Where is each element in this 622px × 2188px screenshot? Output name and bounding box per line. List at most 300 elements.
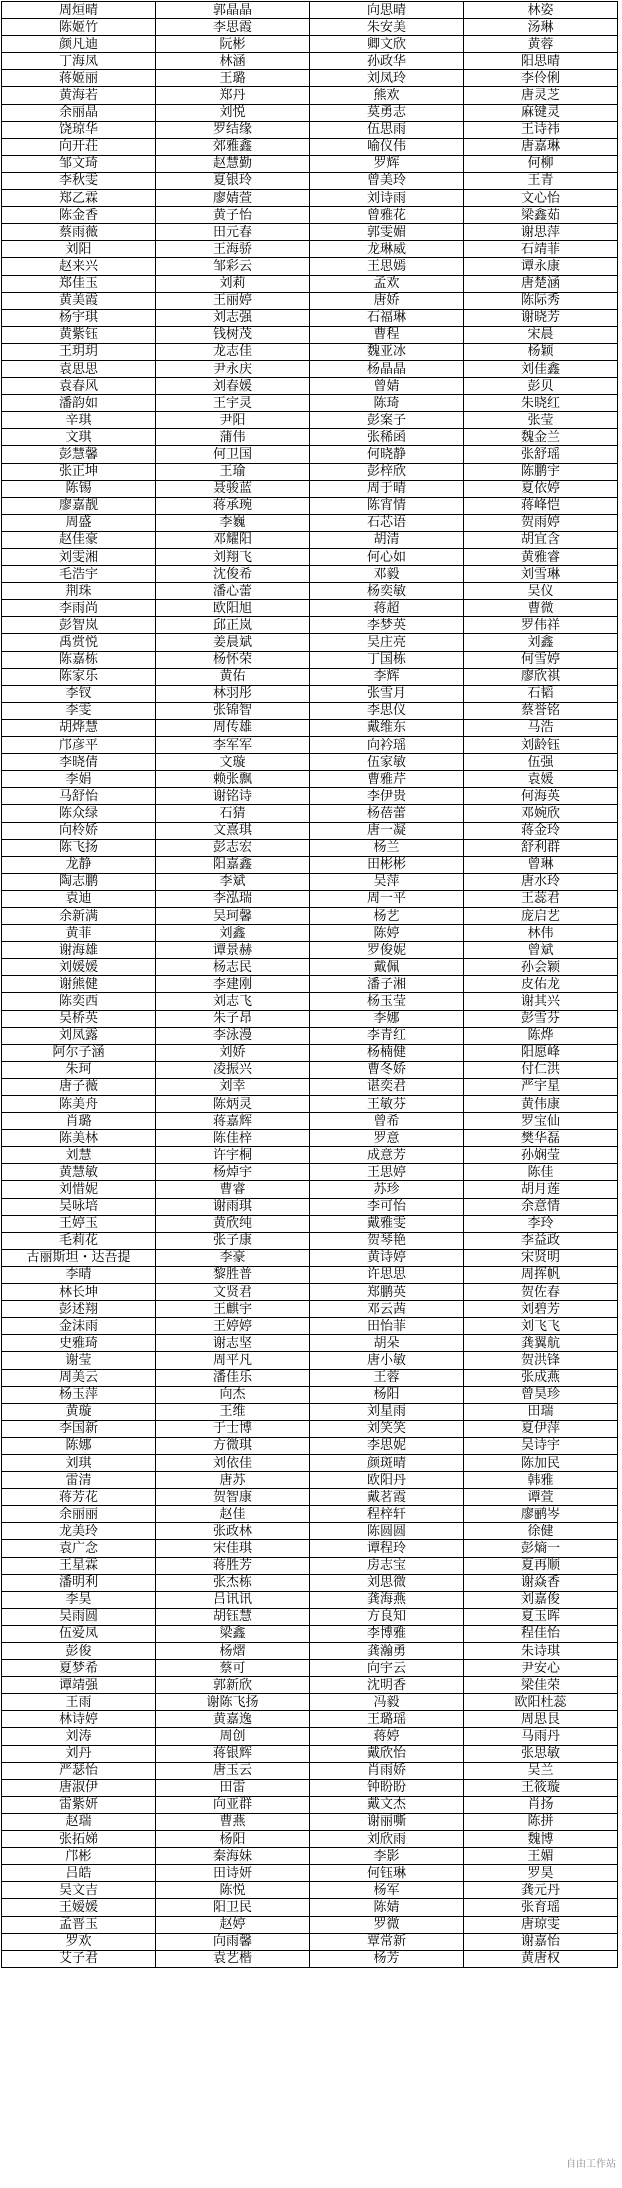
name-cell[interactable]: 宋贤明	[464, 1249, 618, 1266]
name-cell[interactable]: 阳思晴	[464, 53, 618, 70]
name-cell[interactable]: 吴兰	[464, 1762, 618, 1779]
name-cell[interactable]: 李晓倩	[2, 754, 156, 771]
name-cell[interactable]: 方微琪	[156, 1437, 310, 1454]
name-cell[interactable]: 阳愿峰	[464, 1044, 618, 1061]
name-cell[interactable]: 唐一凝	[310, 822, 464, 839]
name-cell[interactable]: 张稀函	[310, 429, 464, 446]
name-cell[interactable]: 余丽晶	[2, 104, 156, 121]
name-cell[interactable]: 陈宵情	[310, 497, 464, 514]
name-cell[interactable]: 文琪	[2, 429, 156, 446]
name-cell[interactable]: 刘悦	[156, 104, 310, 121]
name-cell[interactable]: 王星霖	[2, 1557, 156, 1574]
name-cell[interactable]: 曹冬娇	[310, 1061, 464, 1078]
name-cell[interactable]: 唐灵芝	[464, 87, 618, 104]
name-cell[interactable]: 刘飞飞	[464, 1318, 618, 1335]
name-cell[interactable]: 廖婧萱	[156, 190, 310, 207]
name-cell[interactable]: 石韬	[464, 685, 618, 702]
name-cell[interactable]: 田雷	[156, 1779, 310, 1796]
name-cell[interactable]: 唐小敏	[310, 1352, 464, 1369]
name-cell[interactable]: 吕讯讯	[156, 1591, 310, 1608]
name-cell[interactable]: 郑乙霖	[2, 190, 156, 207]
name-cell[interactable]: 伍家敏	[310, 754, 464, 771]
name-cell[interactable]: 李斌	[156, 873, 310, 890]
name-cell[interactable]: 何柳	[464, 155, 618, 172]
name-cell[interactable]: 梁鑫茹	[464, 207, 618, 224]
name-cell[interactable]: 刘琪	[2, 1454, 156, 1471]
name-cell[interactable]: 王麒宇	[156, 1301, 310, 1318]
name-cell[interactable]: 蒲伟	[156, 429, 310, 446]
name-cell[interactable]: 廖欣祺	[464, 668, 618, 685]
name-cell[interactable]: 夏再顺	[464, 1557, 618, 1574]
name-cell[interactable]: 禹赏悦	[2, 634, 156, 651]
name-cell[interactable]: 邝彬	[2, 1848, 156, 1865]
name-cell[interactable]: 谭景赫	[156, 942, 310, 959]
name-cell[interactable]: 张成燕	[464, 1369, 618, 1386]
name-cell[interactable]: 刘志强	[156, 309, 310, 326]
name-cell[interactable]: 胡月莲	[464, 1181, 618, 1198]
name-cell[interactable]: 成意芳	[310, 1147, 464, 1164]
name-cell[interactable]: 夏依婷	[464, 480, 618, 497]
name-cell[interactable]: 李伶俐	[464, 70, 618, 87]
name-cell[interactable]: 文贤君	[156, 1284, 310, 1301]
name-cell[interactable]: 石芯语	[310, 514, 464, 531]
name-cell[interactable]: 罗俊妮	[310, 942, 464, 959]
name-cell[interactable]: 龙美玲	[2, 1523, 156, 1540]
name-cell[interactable]: 杨阳	[310, 1386, 464, 1403]
name-cell[interactable]: 郭新欣	[156, 1677, 310, 1694]
name-cell[interactable]: 王诗祎	[464, 121, 618, 138]
name-cell[interactable]: 吴雨圆	[2, 1608, 156, 1625]
name-cell[interactable]: 舒利群	[464, 839, 618, 856]
name-cell[interactable]: 谢熊健	[2, 976, 156, 993]
name-cell[interactable]: 夏银玲	[156, 172, 310, 189]
name-cell[interactable]: 曾斌	[464, 942, 618, 959]
name-cell[interactable]: 刘凤露	[2, 1027, 156, 1044]
name-cell[interactable]: 韩雅	[464, 1472, 618, 1489]
name-cell[interactable]: 王婷婷	[156, 1318, 310, 1335]
name-cell[interactable]: 文璇	[156, 754, 310, 771]
name-cell[interactable]: 苏珍	[310, 1181, 464, 1198]
name-cell[interactable]: 李国新	[2, 1420, 156, 1437]
name-cell[interactable]: 马舒怡	[2, 788, 156, 805]
name-cell[interactable]: 陈琦	[310, 395, 464, 412]
name-cell[interactable]: 李建刚	[156, 976, 310, 993]
name-cell[interactable]: 罗微	[310, 1916, 464, 1933]
name-cell[interactable]: 李钗	[2, 685, 156, 702]
name-cell[interactable]: 王嫒媛	[2, 1899, 156, 1916]
name-cell[interactable]: 刘阳	[2, 241, 156, 258]
name-cell[interactable]: 陶志鹏	[2, 873, 156, 890]
name-cell[interactable]: 郑丹	[156, 87, 310, 104]
name-cell[interactable]: 曹燕	[156, 1813, 310, 1830]
name-cell[interactable]: 郭雯媚	[310, 224, 464, 241]
name-cell[interactable]: 唐娇	[310, 292, 464, 309]
name-cell[interactable]: 李巍	[156, 514, 310, 531]
name-cell[interactable]: 蔡誉铭	[464, 702, 618, 719]
name-cell[interactable]: 黄璇	[2, 1403, 156, 1420]
name-cell[interactable]: 刘娇	[156, 1044, 310, 1061]
name-cell[interactable]: 黄美霞	[2, 292, 156, 309]
name-cell[interactable]: 曹睿	[156, 1181, 310, 1198]
name-cell[interactable]: 戴欣怡	[310, 1745, 464, 1762]
name-cell[interactable]: 阮彬	[156, 36, 310, 53]
name-cell[interactable]: 杨奕敏	[310, 583, 464, 600]
name-cell[interactable]: 陈悦	[156, 1882, 310, 1899]
name-cell[interactable]: 谭程玲	[310, 1540, 464, 1557]
name-cell[interactable]: 刘丹	[2, 1745, 156, 1762]
name-cell[interactable]: 彭贝	[464, 378, 618, 395]
name-cell[interactable]: 曾昊珍	[464, 1386, 618, 1403]
name-cell[interactable]: 杨芳	[310, 1950, 464, 1967]
name-cell[interactable]: 文熹琪	[156, 822, 310, 839]
name-cell[interactable]: 田怡菲	[310, 1318, 464, 1335]
name-cell[interactable]: 罗欢	[2, 1933, 156, 1950]
name-cell[interactable]: 黄海若	[2, 87, 156, 104]
name-cell[interactable]: 陈加民	[464, 1454, 618, 1471]
name-cell[interactable]: 胡清	[310, 531, 464, 548]
name-cell[interactable]: 陈嘉栋	[2, 651, 156, 668]
name-cell[interactable]: 何雪婷	[464, 651, 618, 668]
name-cell[interactable]: 田瑞	[464, 1403, 618, 1420]
name-cell[interactable]: 刘志飞	[156, 993, 310, 1010]
name-cell[interactable]: 刘鑫	[156, 925, 310, 942]
name-cell[interactable]: 曾雅花	[310, 207, 464, 224]
name-cell[interactable]: 谢雨琪	[156, 1198, 310, 1215]
name-cell[interactable]: 贺佐春	[464, 1284, 618, 1301]
name-cell[interactable]: 于士博	[156, 1420, 310, 1437]
name-cell[interactable]: 王璐瑶	[310, 1711, 464, 1728]
name-cell[interactable]: 戴佩	[310, 959, 464, 976]
name-cell[interactable]: 谢思萍	[464, 224, 618, 241]
name-cell[interactable]: 曹程	[310, 326, 464, 343]
name-cell[interactable]: 史雅琦	[2, 1335, 156, 1352]
name-cell[interactable]: 黄嘉逸	[156, 1711, 310, 1728]
name-cell[interactable]: 严瑟怡	[2, 1762, 156, 1779]
name-cell[interactable]: 李娟	[2, 771, 156, 788]
name-cell[interactable]: 杨怀荣	[156, 651, 310, 668]
name-cell[interactable]: 吴咏培	[2, 1198, 156, 1215]
name-cell[interactable]: 朱安美	[310, 19, 464, 36]
name-cell[interactable]: 马浩	[464, 719, 618, 736]
name-cell[interactable]: 张拓娣	[2, 1831, 156, 1848]
name-cell[interactable]: 王宇灵	[156, 395, 310, 412]
name-cell[interactable]: 陈佳梓	[156, 1130, 310, 1147]
name-cell[interactable]: 肖扬	[464, 1796, 618, 1813]
name-cell[interactable]: 雷紫妍	[2, 1796, 156, 1813]
name-cell[interactable]: 陈姬竹	[2, 19, 156, 36]
name-cell[interactable]: 罗宝仙	[464, 1113, 618, 1130]
name-cell[interactable]: 赵慧勤	[156, 155, 310, 172]
name-cell[interactable]: 李昊	[2, 1591, 156, 1608]
name-cell[interactable]: 金沫雨	[2, 1318, 156, 1335]
name-cell[interactable]: 严宇星	[464, 1078, 618, 1095]
name-cell[interactable]: 夏伊萍	[464, 1420, 618, 1437]
name-cell[interactable]: 李伊贵	[310, 788, 464, 805]
name-cell[interactable]: 谭萱	[464, 1489, 618, 1506]
name-cell[interactable]: 王思婷	[310, 1164, 464, 1181]
name-cell[interactable]: 钱树茂	[156, 326, 310, 343]
name-cell[interactable]: 刘媛媛	[2, 959, 156, 976]
name-cell[interactable]: 刘欣雨	[310, 1831, 464, 1848]
name-cell[interactable]: 杨玉莹	[310, 993, 464, 1010]
name-cell[interactable]: 刘碧芳	[464, 1301, 618, 1318]
name-cell[interactable]: 刘诗雨	[310, 190, 464, 207]
name-cell[interactable]: 伍爱凤	[2, 1625, 156, 1642]
name-cell[interactable]: 徐健	[464, 1523, 618, 1540]
name-cell[interactable]: 宋晨	[464, 326, 618, 343]
name-cell[interactable]: 庞启艺	[464, 907, 618, 924]
name-cell[interactable]: 杨宇琪	[2, 309, 156, 326]
name-cell[interactable]: 谢铭诗	[156, 788, 310, 805]
name-cell[interactable]: 杨军	[310, 1882, 464, 1899]
name-cell[interactable]: 罗伟祥	[464, 617, 618, 634]
name-cell[interactable]: 陈圆圆	[310, 1523, 464, 1540]
name-cell[interactable]: 阳卫民	[156, 1899, 310, 1916]
name-cell[interactable]: 王瑜	[156, 463, 310, 480]
name-cell[interactable]: 赵佳豪	[2, 531, 156, 548]
name-cell[interactable]: 李思霞	[156, 19, 310, 36]
name-cell[interactable]: 刘思微	[310, 1574, 464, 1591]
name-cell[interactable]: 袁迪	[2, 890, 156, 907]
name-cell[interactable]: 孙政华	[310, 53, 464, 70]
name-cell[interactable]: 唐淑伊	[2, 1779, 156, 1796]
name-cell[interactable]: 黄菲	[2, 925, 156, 942]
name-cell[interactable]: 吴萍	[310, 873, 464, 890]
name-cell[interactable]: 林涵	[156, 53, 310, 70]
name-cell[interactable]: 麻键灵	[464, 104, 618, 121]
name-cell[interactable]: 赵佳	[156, 1506, 310, 1523]
name-cell[interactable]: 刘鑫	[464, 634, 618, 651]
name-cell[interactable]: 夏梦希	[2, 1660, 156, 1677]
name-cell[interactable]: 李晴	[2, 1266, 156, 1283]
name-cell[interactable]: 蒋金玲	[464, 822, 618, 839]
name-cell[interactable]: 毛浩宇	[2, 566, 156, 583]
name-cell[interactable]: 李军军	[156, 737, 310, 754]
name-cell[interactable]: 田元春	[156, 224, 310, 241]
name-cell[interactable]: 覃常新	[310, 1933, 464, 1950]
name-cell[interactable]: 陈家乐	[2, 668, 156, 685]
name-cell[interactable]: 石猜	[156, 805, 310, 822]
name-cell[interactable]: 梁鑫	[156, 1625, 310, 1642]
name-cell[interactable]: 蔡可	[156, 1660, 310, 1677]
name-cell[interactable]: 陈鹏宇	[464, 463, 618, 480]
name-cell[interactable]: 朱诗琪	[464, 1643, 618, 1660]
name-cell[interactable]: 胡烨慧	[2, 719, 156, 736]
name-cell[interactable]: 谢丽嘶	[310, 1813, 464, 1830]
name-cell[interactable]: 肖雨娇	[310, 1762, 464, 1779]
name-cell[interactable]: 尹永庆	[156, 360, 310, 377]
name-cell[interactable]: 朱珂	[2, 1061, 156, 1078]
name-cell[interactable]: 张政林	[156, 1523, 310, 1540]
name-cell[interactable]: 王丽婷	[156, 292, 310, 309]
name-cell[interactable]: 邹彩云	[156, 258, 310, 275]
name-cell[interactable]: 丁国栋	[310, 651, 464, 668]
name-cell[interactable]: 谢嘉怡	[464, 1933, 618, 1950]
name-cell[interactable]: 艾子君	[2, 1950, 156, 1967]
name-cell[interactable]: 王敏芬	[310, 1096, 464, 1113]
name-cell[interactable]: 张子康	[156, 1232, 310, 1249]
name-cell[interactable]: 戴文杰	[310, 1796, 464, 1813]
name-cell[interactable]: 伍思雨	[310, 121, 464, 138]
name-cell[interactable]: 杨志民	[156, 959, 310, 976]
name-cell[interactable]: 郭晶晶	[156, 2, 310, 19]
name-cell[interactable]: 袁广念	[2, 1540, 156, 1557]
name-cell[interactable]: 何钰琳	[310, 1865, 464, 1882]
name-cell[interactable]: 袁艺楷	[156, 1950, 310, 1967]
name-cell[interactable]: 孟欢	[310, 275, 464, 292]
name-cell[interactable]: 黎胜普	[156, 1266, 310, 1283]
name-cell[interactable]: 房志宝	[310, 1557, 464, 1574]
name-cell[interactable]: 周烜晴	[2, 2, 156, 19]
name-cell[interactable]: 王海骄	[156, 241, 310, 258]
name-cell[interactable]: 王蕊君	[464, 890, 618, 907]
name-cell[interactable]: 皮佑龙	[464, 976, 618, 993]
name-cell[interactable]: 张思敏	[464, 1745, 618, 1762]
name-cell[interactable]: 邓婉欣	[464, 805, 618, 822]
name-cell[interactable]: 张雪月	[310, 685, 464, 702]
name-cell[interactable]: 王筱璇	[464, 1779, 618, 1796]
name-cell[interactable]: 刘涛	[2, 1728, 156, 1745]
name-cell[interactable]: 孙会颖	[464, 959, 618, 976]
name-cell[interactable]: 余丽丽	[2, 1506, 156, 1523]
name-cell[interactable]: 谢晓芳	[464, 309, 618, 326]
name-cell[interactable]: 聂骏蓝	[156, 480, 310, 497]
name-cell[interactable]: 赖张飘	[156, 771, 310, 788]
name-cell[interactable]: 周于晴	[310, 480, 464, 497]
name-cell[interactable]: 向宇云	[310, 1660, 464, 1677]
name-cell[interactable]: 罗辉	[310, 155, 464, 172]
name-cell[interactable]: 周美云	[2, 1369, 156, 1386]
name-cell[interactable]: 夏玉晖	[464, 1608, 618, 1625]
name-cell[interactable]: 荆珠	[2, 583, 156, 600]
name-cell[interactable]: 张锦智	[156, 702, 310, 719]
name-cell[interactable]: 石福琳	[310, 309, 464, 326]
name-cell[interactable]: 王玥玥	[2, 343, 156, 360]
name-cell[interactable]: 李辉	[310, 668, 464, 685]
name-cell[interactable]: 颜斑晴	[310, 1454, 464, 1471]
name-cell[interactable]: 秦海妹	[156, 1848, 310, 1865]
name-cell[interactable]: 黄子怡	[156, 207, 310, 224]
name-cell[interactable]: 田彬彬	[310, 856, 464, 873]
name-cell[interactable]: 李泳漫	[156, 1027, 310, 1044]
name-cell[interactable]: 黄慧敏	[2, 1164, 156, 1181]
name-cell[interactable]: 颜凡迪	[2, 36, 156, 53]
name-cell[interactable]: 贺智康	[156, 1489, 310, 1506]
name-cell[interactable]: 陈金香	[2, 207, 156, 224]
name-cell[interactable]: 唐苏	[156, 1472, 310, 1489]
name-cell[interactable]: 林伟	[464, 925, 618, 942]
name-cell[interactable]: 曾希	[310, 1113, 464, 1130]
name-cell[interactable]: 李雨尚	[2, 600, 156, 617]
name-cell[interactable]: 黄唐权	[464, 1950, 618, 1967]
name-cell[interactable]: 梁佳荣	[464, 1677, 618, 1694]
name-cell[interactable]: 欧阳杜蕊	[464, 1694, 618, 1711]
name-cell[interactable]: 魏金兰	[464, 429, 618, 446]
name-cell[interactable]: 莫勇志	[310, 104, 464, 121]
name-cell[interactable]: 周思艮	[464, 1711, 618, 1728]
name-cell[interactable]: 李玲	[464, 1215, 618, 1232]
name-cell[interactable]: 王思嫣	[310, 258, 464, 275]
name-cell[interactable]: 黄佑	[156, 668, 310, 685]
name-cell[interactable]: 唐玉云	[156, 1762, 310, 1779]
name-cell[interactable]: 唐嘉琳	[464, 138, 618, 155]
name-cell[interactable]: 石靖菲	[464, 241, 618, 258]
name-cell[interactable]: 戴雅雯	[310, 1215, 464, 1232]
name-cell[interactable]: 郑佳玉	[2, 275, 156, 292]
name-cell[interactable]: 谌奕君	[310, 1078, 464, 1095]
name-cell[interactable]: 王蓉	[310, 1369, 464, 1386]
name-cell[interactable]: 何海英	[464, 788, 618, 805]
name-cell[interactable]: 林诗婷	[2, 1711, 156, 1728]
name-cell[interactable]: 袁春风	[2, 378, 156, 395]
name-cell[interactable]: 许思思	[310, 1266, 464, 1283]
name-cell[interactable]: 龚瀚勇	[310, 1643, 464, 1660]
name-cell[interactable]: 喻仪伟	[310, 138, 464, 155]
name-cell[interactable]: 程佳怡	[464, 1625, 618, 1642]
name-cell[interactable]: 吴珂馨	[156, 907, 310, 924]
name-cell[interactable]: 潘心蕾	[156, 583, 310, 600]
name-cell[interactable]: 李秋雯	[2, 172, 156, 189]
name-cell[interactable]: 余新满	[2, 907, 156, 924]
name-cell[interactable]: 黄紫钰	[2, 326, 156, 343]
name-cell[interactable]: 郑鹏英	[310, 1284, 464, 1301]
name-cell[interactable]: 刘龄钰	[464, 737, 618, 754]
name-cell[interactable]: 陈际秀	[464, 292, 618, 309]
name-cell[interactable]: 陈婧	[310, 1899, 464, 1916]
name-cell[interactable]: 刘幸	[156, 1078, 310, 1095]
name-cell[interactable]: 谢焱香	[464, 1574, 618, 1591]
name-cell[interactable]: 邝彦平	[2, 737, 156, 754]
name-cell[interactable]: 陈锡	[2, 480, 156, 497]
name-cell[interactable]: 林姿	[464, 2, 618, 19]
name-cell[interactable]: 李思妮	[310, 1437, 464, 1454]
name-cell[interactable]: 李思仪	[310, 702, 464, 719]
name-cell[interactable]: 刘佳鑫	[464, 360, 618, 377]
name-cell[interactable]: 袁思思	[2, 360, 156, 377]
name-cell[interactable]: 李雯	[2, 702, 156, 719]
name-cell[interactable]: 胡朵	[310, 1335, 464, 1352]
name-cell[interactable]: 彭述翔	[2, 1301, 156, 1318]
name-cell[interactable]: 唐水玲	[464, 873, 618, 890]
name-cell[interactable]: 刘凤玲	[310, 70, 464, 87]
name-cell[interactable]: 杨焯宇	[156, 1164, 310, 1181]
name-cell[interactable]: 吴庄亮	[310, 634, 464, 651]
name-cell[interactable]: 向雨馨	[156, 1933, 310, 1950]
name-cell[interactable]: 蒋胜芳	[156, 1557, 310, 1574]
name-cell[interactable]: 彭雪芬	[464, 1010, 618, 1027]
name-cell[interactable]: 彭案子	[310, 412, 464, 429]
name-cell[interactable]: 杨蓓蕾	[310, 805, 464, 822]
name-cell[interactable]: 孙娴莹	[464, 1147, 618, 1164]
name-cell[interactable]: 王维	[156, 1403, 310, 1420]
name-cell[interactable]: 曾美玲	[310, 172, 464, 189]
name-cell[interactable]: 蒋姬丽	[2, 70, 156, 87]
name-cell[interactable]: 曾婧	[310, 378, 464, 395]
name-cell[interactable]: 彭慧馨	[2, 446, 156, 463]
name-cell[interactable]: 张育瑶	[464, 1899, 618, 1916]
name-cell[interactable]: 彭智岚	[2, 617, 156, 634]
name-cell[interactable]: 杨兰	[310, 839, 464, 856]
name-cell[interactable]: 尹阳	[156, 412, 310, 429]
name-cell[interactable]: 向衿瑶	[310, 737, 464, 754]
name-cell[interactable]: 刘慧	[2, 1147, 156, 1164]
name-cell[interactable]: 沈明香	[310, 1677, 464, 1694]
name-cell[interactable]: 魏博	[464, 1831, 618, 1848]
name-cell[interactable]: 刘惜妮	[2, 1181, 156, 1198]
name-cell[interactable]: 蔡雨薇	[2, 224, 156, 241]
name-cell[interactable]: 饶琼华	[2, 121, 156, 138]
name-cell[interactable]: 陈婷	[310, 925, 464, 942]
